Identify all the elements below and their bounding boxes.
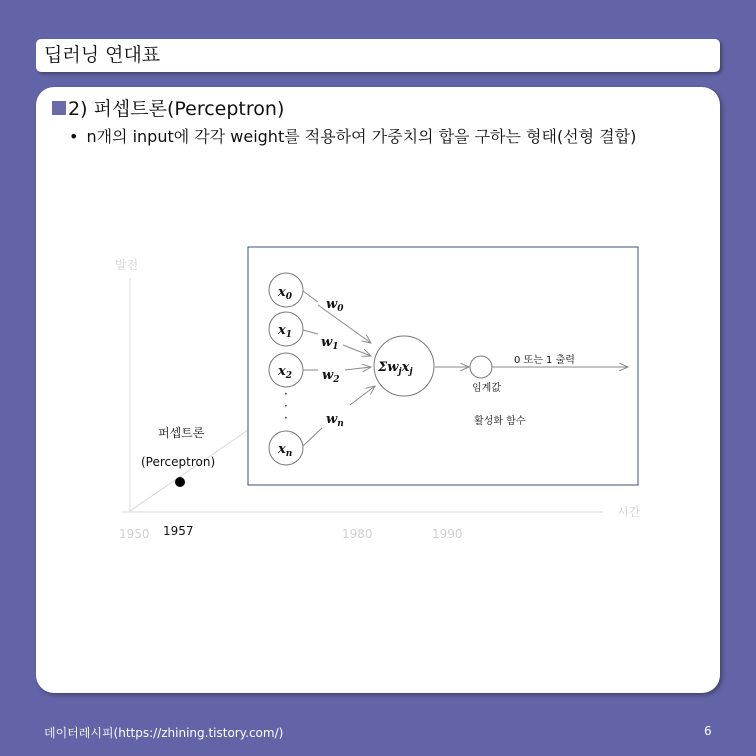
input-node-0 <box>269 273 303 307</box>
threshold-label: 임계값 <box>472 383 501 394</box>
x-axis-label: 시간 <box>617 505 641 519</box>
weight-label-n: $w_n$ <box>326 412 344 429</box>
svg-text:x1: $x_1$ <box>278 323 293 340</box>
bullet-text: n개의 input에 각각 weight를 적용하여 가중치의 합을 구하는 형태(선형 결합) <box>86 127 637 146</box>
ellipsis-dot-3: · <box>284 411 288 425</box>
event-sublabel: (Perceptron) <box>141 455 216 469</box>
svg-text:Σwjxj: $\Sigma w_jx_j$ <box>378 360 413 377</box>
page-number: 6 <box>704 724 712 738</box>
svg-text:x0: $x_0$ <box>278 285 293 302</box>
y-axis-label: 발전 <box>115 258 139 272</box>
zoom-connector <box>130 430 248 511</box>
tick-1980: 1980 <box>342 527 373 541</box>
input-node-1 <box>269 312 303 346</box>
section-title-text: 2) 퍼셉트론(Perceptron) <box>68 98 285 120</box>
weight-label-1: $w_1$ <box>321 335 339 352</box>
ellipsis-dot-1: · <box>284 387 288 401</box>
bullet-dot-icon: • <box>69 127 79 146</box>
svg-text:xn: $x_n$ <box>278 442 293 459</box>
activation-label: 활성화 함수 <box>474 416 526 427</box>
perceptron-box <box>248 247 638 485</box>
weight-label-2: $w_2$ <box>322 368 340 385</box>
input-node-2 <box>269 353 303 387</box>
weight-label-0: $w_0$ <box>326 297 344 314</box>
sum-node <box>374 336 434 396</box>
ellipsis-dot-2: · <box>284 399 288 413</box>
header-title: 딥러닝 연대표 <box>36 39 720 72</box>
output-label: 0 또는 1 출력 <box>514 355 575 366</box>
event-point <box>175 477 185 487</box>
tick-1950: 1950 <box>119 527 150 541</box>
footer-source: 데이터레시피(https://zhining.tistory.com/) <box>44 726 284 740</box>
threshold-node <box>470 356 492 378</box>
event-year: 1957 <box>163 524 194 538</box>
svg-text:x2: $x_2$ <box>278 364 293 381</box>
tick-1990: 1990 <box>432 527 463 541</box>
event-label: 퍼셉트론 <box>158 426 205 440</box>
input-node-n <box>269 431 303 465</box>
